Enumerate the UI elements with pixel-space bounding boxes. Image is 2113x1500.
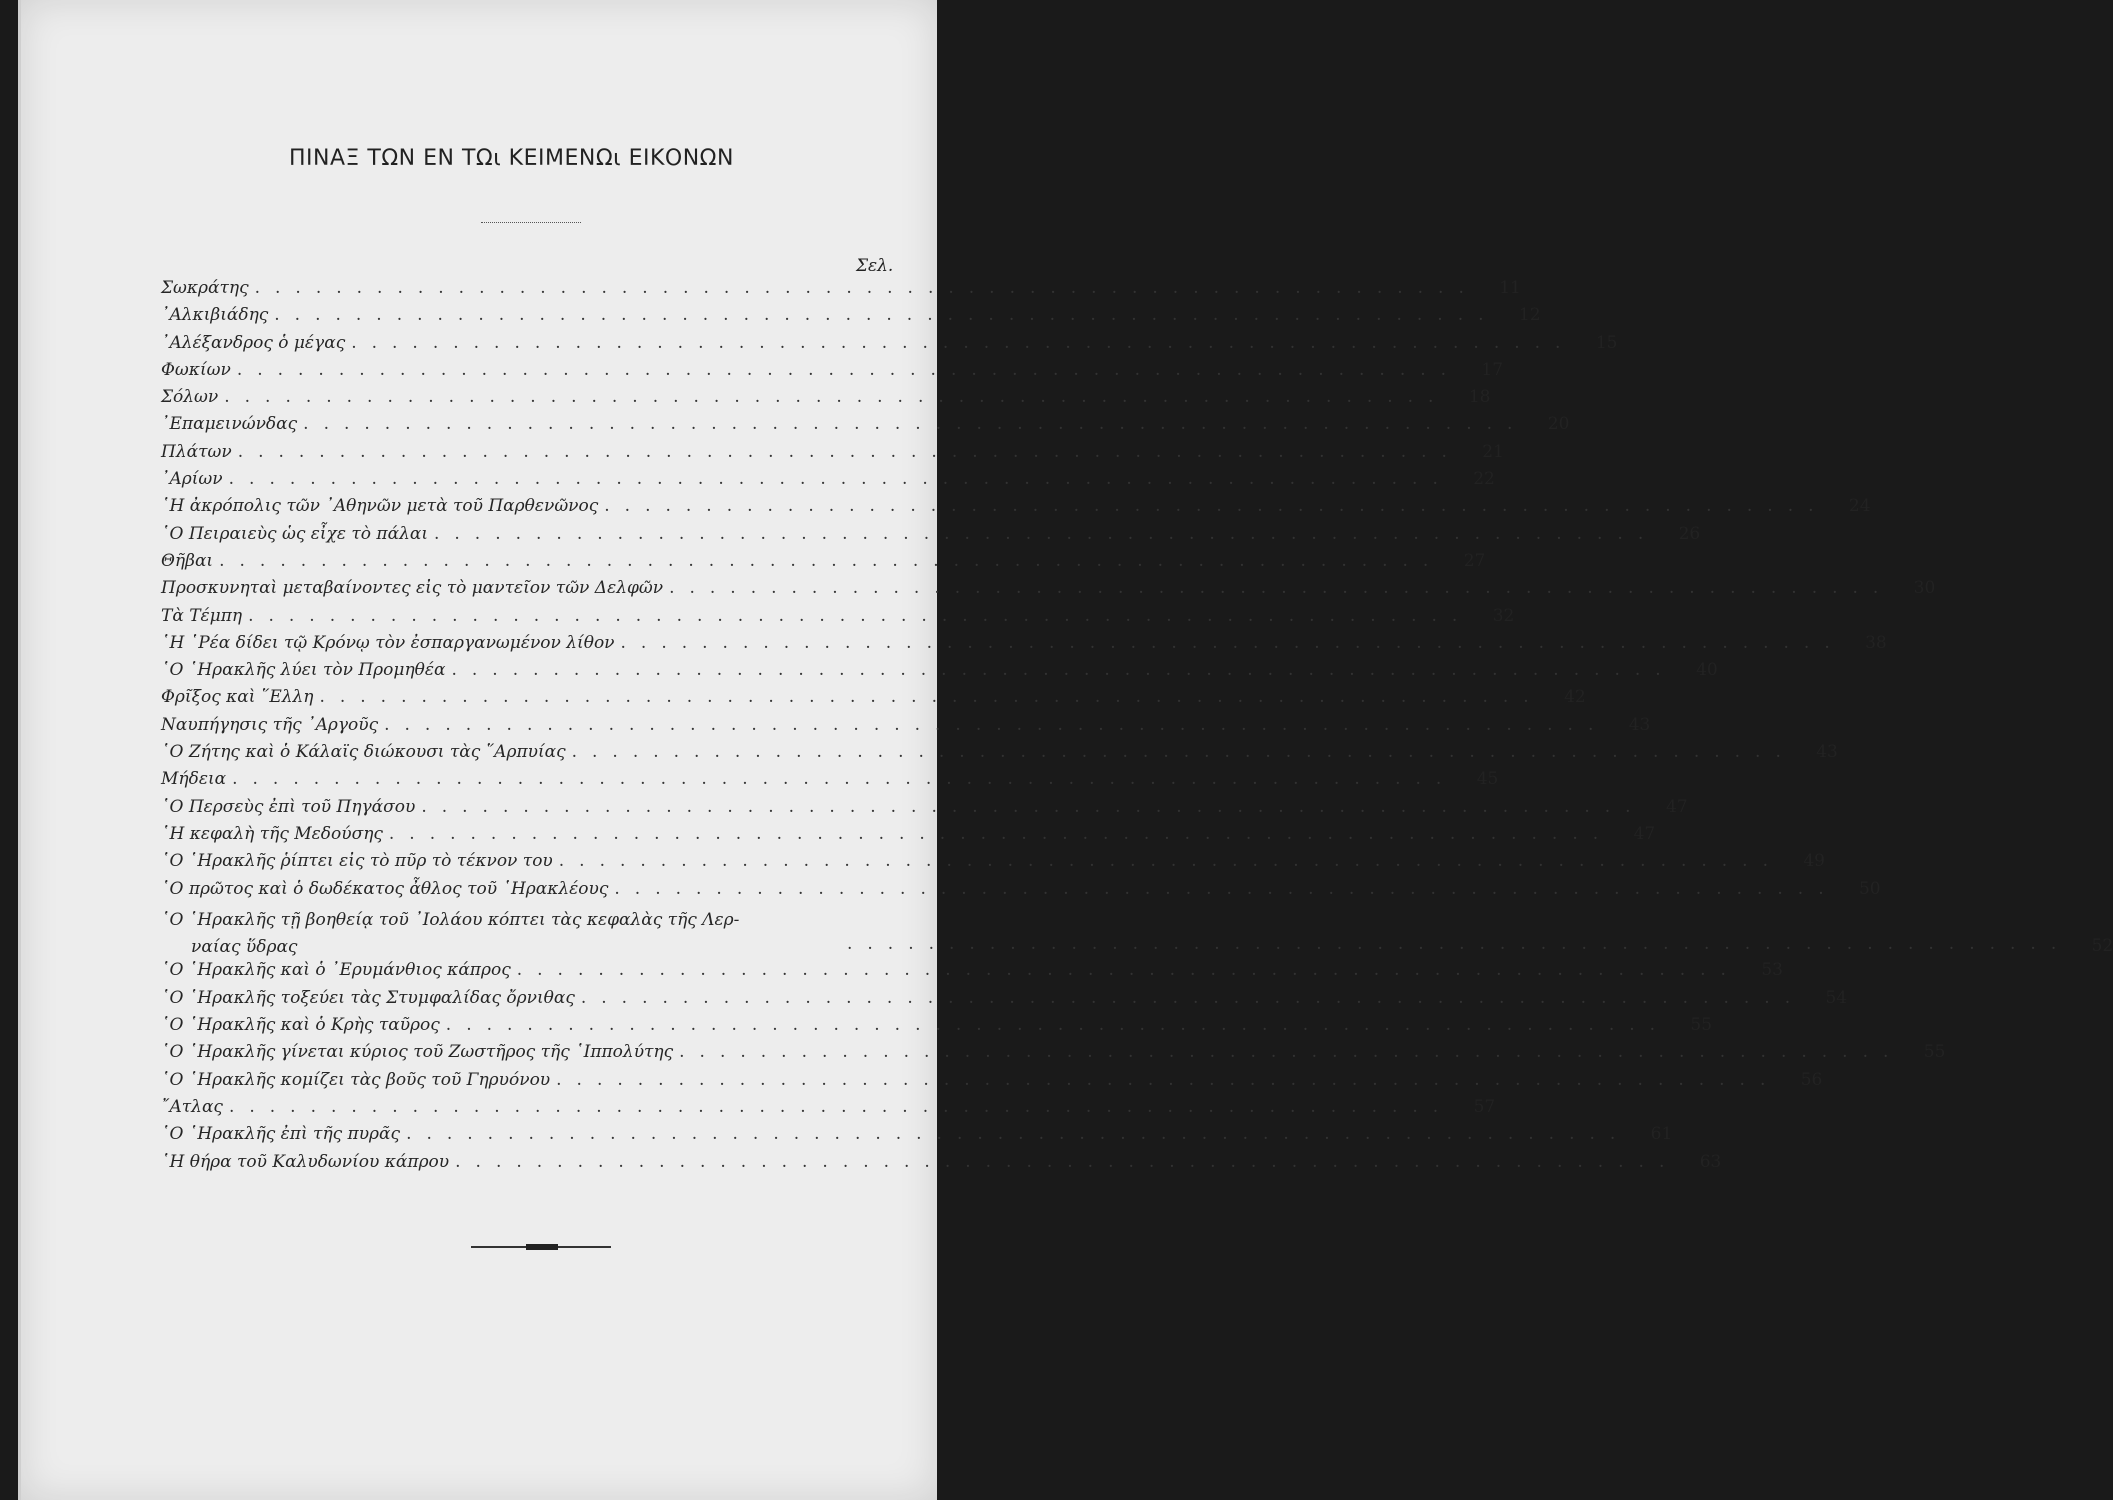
- dot-leader: ............................................................: [319, 687, 1544, 708]
- entry-page-number: 49: [1803, 851, 1825, 872]
- entry-page-number: 53: [1761, 960, 1783, 981]
- list-item: [161, 578, 1936, 605]
- list-item: [161, 960, 1783, 987]
- entry-title: ῾Ο Ζήτης καὶ ὁ Κάλαϊς διώκουσι τὰς ῞Αρπυίας: [161, 742, 566, 763]
- list-item: [161, 414, 1570, 441]
- dot-leader: ............................................................: [237, 441, 1462, 462]
- entry-title: ῾Ο ῾Ηρακλῆς καὶ ὁ ᾿Ερυμάνθιος κάπρος: [161, 960, 511, 981]
- list-item: [161, 987, 1848, 1015]
- entry-title: Μήδεια: [161, 769, 227, 790]
- dot-leader: ............................................................: [455, 1151, 1680, 1172]
- list-item: [161, 632, 1887, 660]
- dot-leader: ............................................................: [224, 387, 1449, 408]
- entry-title: ῾Ο ῾Ηρακλῆς γίνεται κύριος τοῦ Ζωστῆρος τῆς ῾Ιππολύτης: [161, 1042, 674, 1063]
- dot-leader: ............................................................: [228, 1096, 1454, 1117]
- entry-page-number: 47: [1665, 796, 1688, 817]
- list-item: [161, 441, 1504, 469]
- dot-leader: ............................................................: [571, 742, 1796, 763]
- entry-title: ῎Ατλας: [161, 1096, 223, 1117]
- book-page: [18, 0, 2113, 1500]
- dot-leader: ............................................................: [228, 469, 1453, 490]
- list-item: [161, 796, 1688, 824]
- entry-page-number: 43: [1816, 742, 1838, 763]
- list-item: [161, 1069, 1823, 1097]
- entry-title: ῾Ο Περσεὺς ἐπὶ τοῦ Πηγάσου: [161, 796, 416, 817]
- entry-page-number: 55: [1923, 1042, 1946, 1063]
- entry-title: ῾Ο ῾Ηρακλῆς ῥίπτει εἰς τὸ πῦρ τὸ τέκνον του: [161, 851, 553, 872]
- entry-title: Τὰ Τέμπη: [161, 605, 243, 626]
- dot-leader: ............................................................: [558, 851, 1783, 872]
- entry-page-number: 47: [1633, 823, 1656, 844]
- entry-page-number: 18: [1468, 387, 1491, 408]
- entry-page-number: 50: [1858, 878, 1881, 899]
- list-item: [161, 332, 1618, 360]
- page-heading: ΠΙΝΑΞ ΤΩΝ ΕΝ ΤΩι ΚΕΙΜΕΝΩι ΕΙΚΟΝΩΝ: [289, 146, 734, 171]
- list-item: [161, 714, 1651, 742]
- entry-page-number: 32: [1492, 605, 1515, 626]
- entry-page-number: 26: [1678, 523, 1701, 544]
- dot-leader: ............................................................: [421, 796, 1646, 817]
- end-rule-ornament: [526, 1244, 558, 1250]
- list-item: [161, 305, 1541, 332]
- entry-page-number: 12: [1518, 305, 1541, 326]
- dot-leader: ............................................................: [351, 332, 1576, 353]
- entry-title-line: ῾Ο ῾Ηρακλῆς τῇ βοηθείᾳ τοῦ ᾿Ιολάου κόπτει τὰς κεφαλὰς τῆς Λερ-: [161, 909, 740, 930]
- entry-title: Θῆβαι: [161, 550, 214, 571]
- list-item: [161, 605, 1515, 633]
- page-column-label: Σελ.: [856, 256, 894, 276]
- dot-leader: ............................................................: [434, 523, 1659, 544]
- dot-leader: ............................................................: [604, 496, 1829, 517]
- list-item: [161, 550, 1486, 578]
- entry-title: Φωκίων: [161, 359, 231, 380]
- entry-page-number: 54: [1825, 987, 1848, 1008]
- list-item: [161, 906, 2113, 961]
- entry-title: ῾Ο ῾Ηρακλῆς ἐπὶ τῆς πυρᾶς: [161, 1124, 401, 1145]
- dot-leader: ............................................................: [254, 278, 1479, 298]
- dot-leader: ............................................................: [303, 414, 1528, 435]
- entry-page-number: 52: [2091, 936, 2113, 957]
- list-item: [161, 1124, 1673, 1151]
- dot-leader: ............................................................: [236, 359, 1462, 380]
- entry-page-number: 15: [1595, 332, 1618, 353]
- dot-leader: ............................................................: [388, 823, 1614, 844]
- list-item: [161, 687, 1586, 714]
- entry-page-number: 57: [1473, 1096, 1496, 1117]
- dot-leader: ............................................................: [451, 660, 1676, 681]
- entry-title: ῾Η θήρα τοῦ Καλυδωνίου κάπρου: [161, 1151, 450, 1172]
- entry-page-number: 21: [1482, 441, 1504, 462]
- list-item: [161, 278, 1521, 305]
- list-item: [161, 523, 1701, 551]
- list-item: [161, 878, 1881, 906]
- entry-title: ῾Η ἀκρόπολις τῶν ᾿Αθηνῶν μετὰ τοῦ Παρθενῶνος: [161, 496, 599, 517]
- entry-page-number: 38: [1865, 632, 1887, 653]
- list-item: [161, 742, 1838, 769]
- dot-leader: ............................................................: [406, 1124, 1631, 1145]
- entry-title: ᾿Αλέξανδρος ὁ μέγας: [161, 332, 346, 353]
- dot-leader: ............................................................: [669, 578, 1894, 599]
- entry-title: ᾿Αλκιβιάδης: [161, 305, 269, 326]
- entry-title: ῾Η ῾Ρέα δίδει τῷ Κρόνῳ τὸν ἐσπαργανωμένον λίθον: [161, 632, 615, 653]
- entry-page-number: 24: [1848, 496, 1871, 517]
- entry-page-number: 43: [1628, 714, 1651, 735]
- dot-leader: ............................................................: [620, 632, 1845, 653]
- list-item: [161, 660, 1718, 687]
- dot-leader: ............................................................: [614, 878, 1839, 899]
- dot-leader: ............................................................: [580, 987, 1806, 1008]
- entry-title-continuation: ναίας ὕδρας: [191, 936, 298, 957]
- list-item: [161, 851, 1825, 878]
- entry-title: Προσκυνηταὶ μεταβαίνοντες εἰς τὸ μαντεῖον τῶν Δελφῶν: [161, 578, 664, 599]
- entry-title: ῾Ο ῾Ηρακλῆς καὶ ὁ Κρὴς ταῦρος: [161, 1015, 440, 1036]
- entry-page-number: 17: [1481, 359, 1504, 380]
- entry-page-number: 56: [1800, 1069, 1823, 1090]
- dot-leader: ............................................................: [556, 1069, 1781, 1090]
- entry-page-number: 42: [1564, 687, 1586, 708]
- illustrations-list: [161, 278, 2113, 1179]
- entry-title: ῾Ο πρῶτος καὶ ὁ δωδέκατος ἆθλος τοῦ ῾Ηρακλέους: [161, 878, 609, 899]
- dot-leader: ............................................................: [445, 1015, 1671, 1036]
- entry-title: Σωκράτης: [161, 278, 249, 298]
- dot-leader: ............................................................: [384, 714, 1609, 735]
- entry-title: ᾿Επαμεινώνδας: [161, 414, 298, 435]
- entry-title: ᾿Αρίων: [161, 469, 223, 490]
- entry-title: ῾Ο ῾Ηρακλῆς τοξεύει τὰς Στυμφαλίδας ὄρνιθας: [161, 987, 575, 1008]
- list-item: [161, 823, 1656, 851]
- list-item: [161, 1015, 1713, 1042]
- entry-page-number: 22: [1473, 469, 1495, 490]
- dot-leader: ............................................................: [847, 934, 2072, 955]
- dotted-divider: [481, 222, 581, 223]
- list-item: [161, 387, 1491, 414]
- entry-title: Ναυπήγησις τῆς ᾿Αργοῦς: [161, 714, 379, 735]
- list-item: [161, 496, 1871, 523]
- entry-title: Πλάτων: [161, 441, 232, 462]
- entry-title: ῾Ο ῾Ηρακλῆς λύει τὸν Προμηθέα: [161, 660, 446, 681]
- dot-leader: ............................................................: [248, 605, 1473, 626]
- list-item: [161, 1151, 1722, 1179]
- list-item: [161, 1096, 1496, 1124]
- list-item: [161, 469, 1495, 496]
- dot-leader: ............................................................: [274, 305, 1499, 326]
- entry-page-number: 55: [1690, 1015, 1713, 1036]
- list-item: [161, 359, 1504, 387]
- list-item: [161, 769, 1499, 796]
- dot-leader: ............................................................: [516, 960, 1741, 981]
- entry-title: [161, 906, 847, 961]
- entry-title: ῾Ο ῾Ηρακλῆς κομίζει τὰς βοῦς τοῦ Γηρυόνου: [161, 1069, 551, 1090]
- entry-page-number: 20: [1547, 414, 1570, 435]
- entry-page-number: 45: [1476, 769, 1499, 790]
- entry-title: Φρῖξος καὶ ῞Ελλη: [161, 687, 314, 708]
- entry-page-number: 27: [1463, 550, 1486, 571]
- entry-page-number: 40: [1696, 660, 1718, 681]
- entry-page-number: 63: [1699, 1151, 1722, 1172]
- dot-leader: ............................................................: [232, 769, 1457, 790]
- list-item: [161, 1042, 1946, 1069]
- entry-page-number: 30: [1913, 578, 1936, 599]
- entry-title: ῾Η κεφαλὴ τῆς Μεδούσης: [161, 823, 383, 844]
- entry-page-number: 11: [1499, 278, 1521, 298]
- entry-page-number: 61: [1650, 1124, 1673, 1145]
- entry-title: Σόλων: [161, 387, 219, 408]
- entry-title: ῾Ο Πειραιεὺς ὡς εἶχε τὸ πάλαι: [161, 523, 428, 544]
- dot-leader: ............................................................: [219, 550, 1444, 571]
- dot-leader: ............................................................: [679, 1042, 1904, 1063]
